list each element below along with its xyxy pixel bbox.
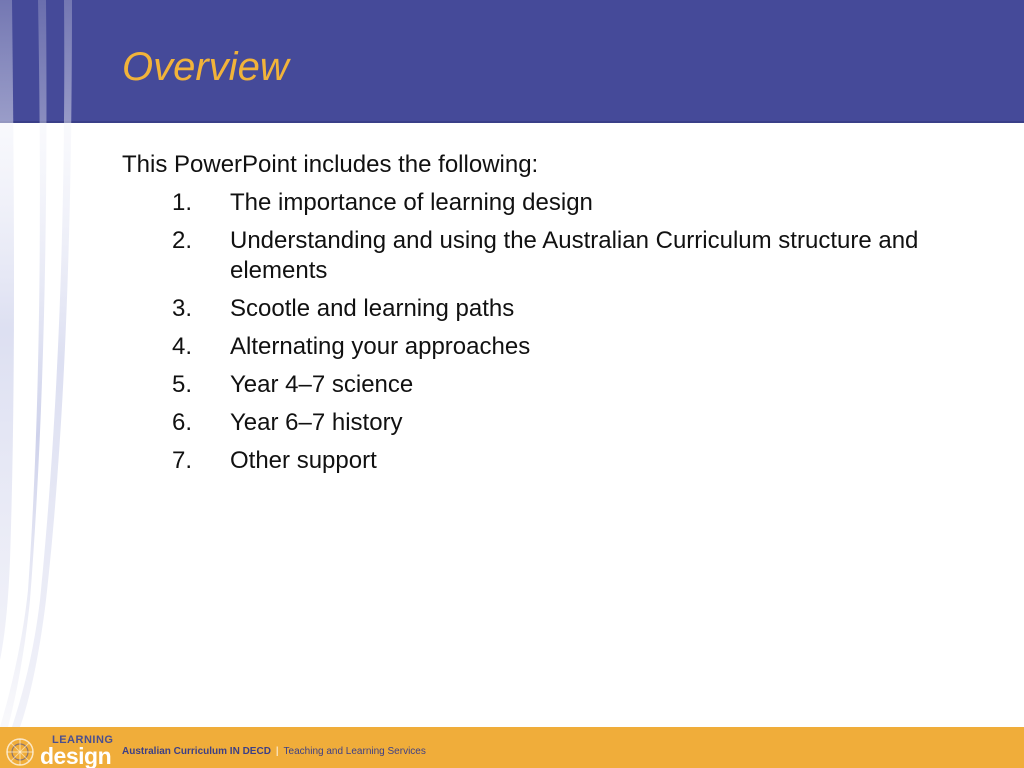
list-number: 3. [172, 295, 193, 322]
list-text: Year 4–7 science [230, 371, 414, 398]
list-number: 6. [172, 409, 193, 436]
list-number: 1. [172, 189, 193, 216]
logo-text-bottom: design [40, 743, 112, 768]
list-item [122, 408, 982, 438]
list-text: Year 6–7 history [230, 409, 403, 436]
logo-text-top: LEARNING [52, 734, 114, 746]
footer-caption-part2: Teaching and Learning Services [283, 746, 426, 757]
list-text: Alternating your approaches [230, 333, 531, 360]
list-item [122, 370, 982, 400]
list-item [122, 188, 982, 218]
intro-text: This PowerPoint includes the following: [122, 151, 539, 178]
list-text: The importance of learning design [230, 189, 593, 216]
list-number: 7. [172, 447, 193, 474]
decorative-swoosh [0, 0, 120, 768]
list-item [122, 446, 982, 476]
slide-title: Overview [122, 45, 289, 89]
list-text: Scootle and learning paths [230, 295, 515, 322]
slide-content [122, 150, 982, 484]
list-number: 4. [172, 333, 193, 360]
list-item [122, 226, 982, 286]
list-item [122, 332, 982, 362]
footer-separator: | [275, 746, 279, 757]
list-number: 5. [172, 371, 193, 398]
list-text: Other support [230, 447, 377, 474]
footer-caption [122, 746, 426, 758]
list-item [122, 294, 982, 324]
footer-caption-part1: Australian Curriculum IN DECD [122, 746, 271, 757]
overview-list [122, 188, 982, 476]
list-number: 2. [172, 227, 193, 254]
list-text: Understanding and using the Australian Curriculum structure and elements [230, 227, 919, 284]
